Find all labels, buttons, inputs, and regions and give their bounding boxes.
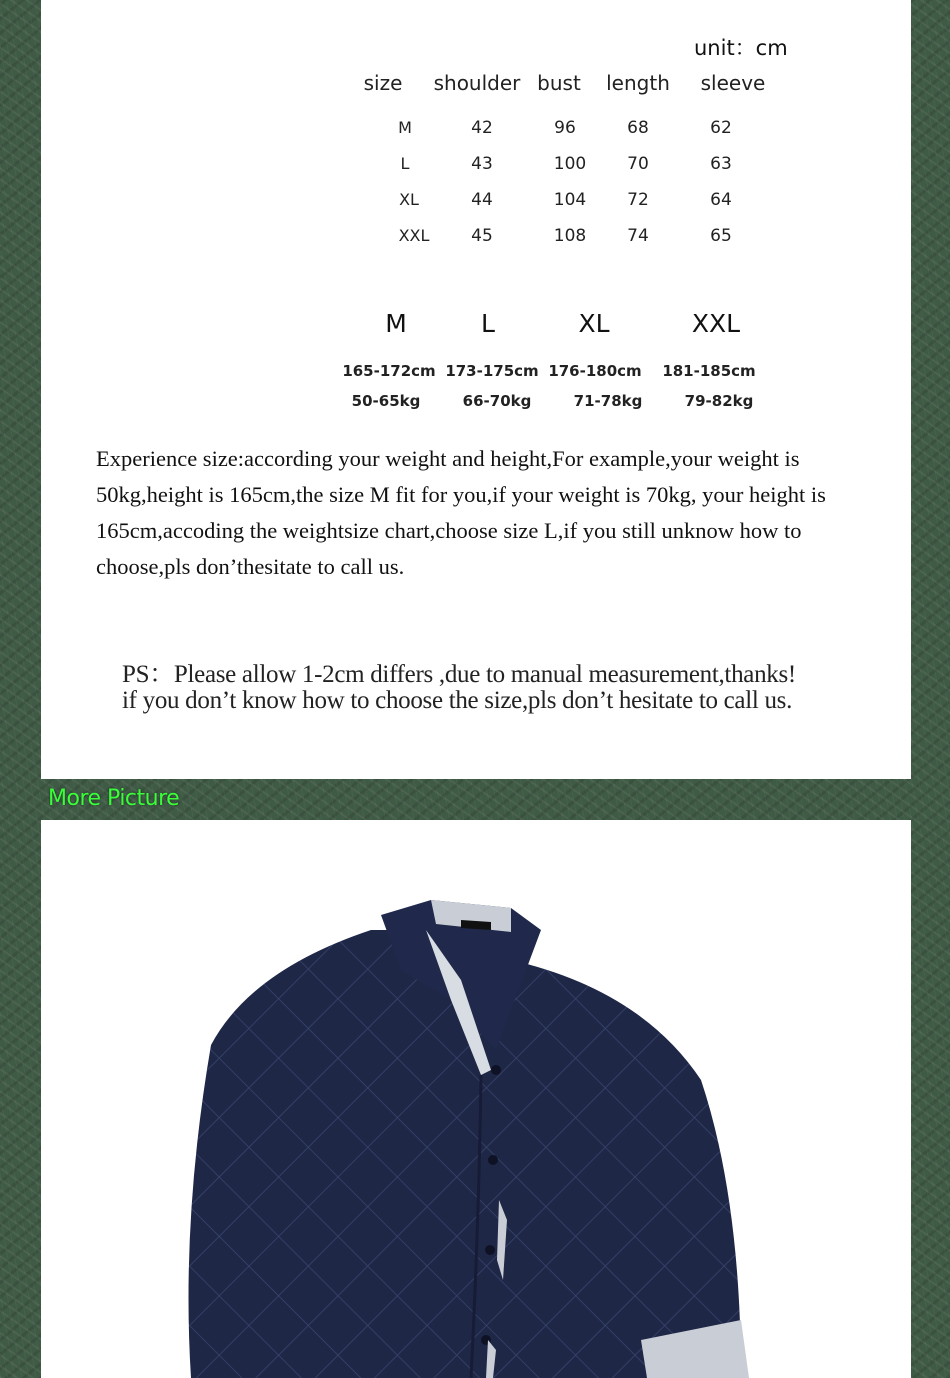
fit-guide-weight: 71-78kg bbox=[573, 392, 643, 410]
size-chart-header: length bbox=[606, 71, 670, 95]
size-chart-cell: 42 bbox=[471, 118, 493, 138]
size-chart-cell: L bbox=[400, 154, 410, 173]
more-picture-label: More Picture bbox=[48, 786, 180, 811]
size-chart-cell: 64 bbox=[710, 190, 732, 210]
shirt-photo bbox=[41, 820, 911, 1378]
experience-size-text: Experience size:according your weight and height,For example,your weight is 50kg,height is 165cm,the size M fit for you,if your weight is 70kg, your height is 165cm,accoding the weightsize chart,choose size L,if you still unknow how to choose,pls don’thesitate to call us. bbox=[96, 446, 826, 579]
fit-guide-height: 181-185cm bbox=[662, 362, 756, 380]
fit-guide-weight: 79-82kg bbox=[684, 392, 754, 410]
fit-guide-size: M bbox=[385, 309, 407, 338]
fit-guide-size: XL bbox=[578, 309, 610, 338]
size-chart-cell: 45 bbox=[471, 226, 493, 246]
size-chart-cell: 44 bbox=[471, 190, 493, 210]
size-chart-cell: M bbox=[398, 118, 412, 137]
size-chart-cell: 63 bbox=[710, 154, 732, 174]
fit-guide-weight: 50-65kg bbox=[351, 392, 421, 410]
size-chart-cell: 62 bbox=[710, 118, 732, 138]
ps-note-line: if you don’t know how to choose the size,pls don’t hesitate to call us. bbox=[122, 687, 793, 714]
size-info-panel bbox=[41, 0, 911, 779]
size-chart-header: size bbox=[363, 71, 403, 95]
unit-label: unit：cm bbox=[694, 36, 788, 60]
size-chart-cell: 74 bbox=[627, 226, 649, 246]
size-chart-cell: 43 bbox=[471, 154, 493, 174]
fit-guide-height: 165-172cm bbox=[342, 362, 436, 380]
fit-guide-height: 176-180cm bbox=[548, 362, 642, 380]
size-chart-header: bust bbox=[537, 71, 581, 95]
size-chart-cell: 72 bbox=[627, 190, 649, 210]
fit-guide-size: L bbox=[481, 309, 495, 338]
fit-guide-size: XXL bbox=[691, 309, 741, 338]
size-chart-cell: 104 bbox=[553, 190, 587, 210]
size-chart-header: shoulder bbox=[433, 71, 521, 95]
fit-guide-weight: 66-70kg bbox=[462, 392, 532, 410]
size-chart-cell: 70 bbox=[627, 154, 649, 174]
product-photo-panel bbox=[41, 820, 911, 1378]
size-chart-cell: XXL bbox=[398, 226, 430, 245]
ps-note bbox=[122, 662, 902, 714]
ps-note-line: PS：Please allow 1-2cm differs ,due to manual measurement,thanks! bbox=[122, 661, 796, 688]
fit-guide-height: 173-175cm bbox=[445, 362, 539, 380]
size-chart-cell: 100 bbox=[553, 154, 587, 174]
size-chart-header: sleeve bbox=[700, 71, 766, 95]
size-chart-cell: 108 bbox=[553, 226, 587, 246]
size-chart bbox=[41, 0, 911, 260]
size-chart-cell: 68 bbox=[627, 118, 649, 138]
size-chart-cell: XL bbox=[399, 190, 419, 209]
size-chart-cell: 96 bbox=[554, 118, 576, 138]
size-chart-cell: 65 bbox=[710, 226, 732, 246]
